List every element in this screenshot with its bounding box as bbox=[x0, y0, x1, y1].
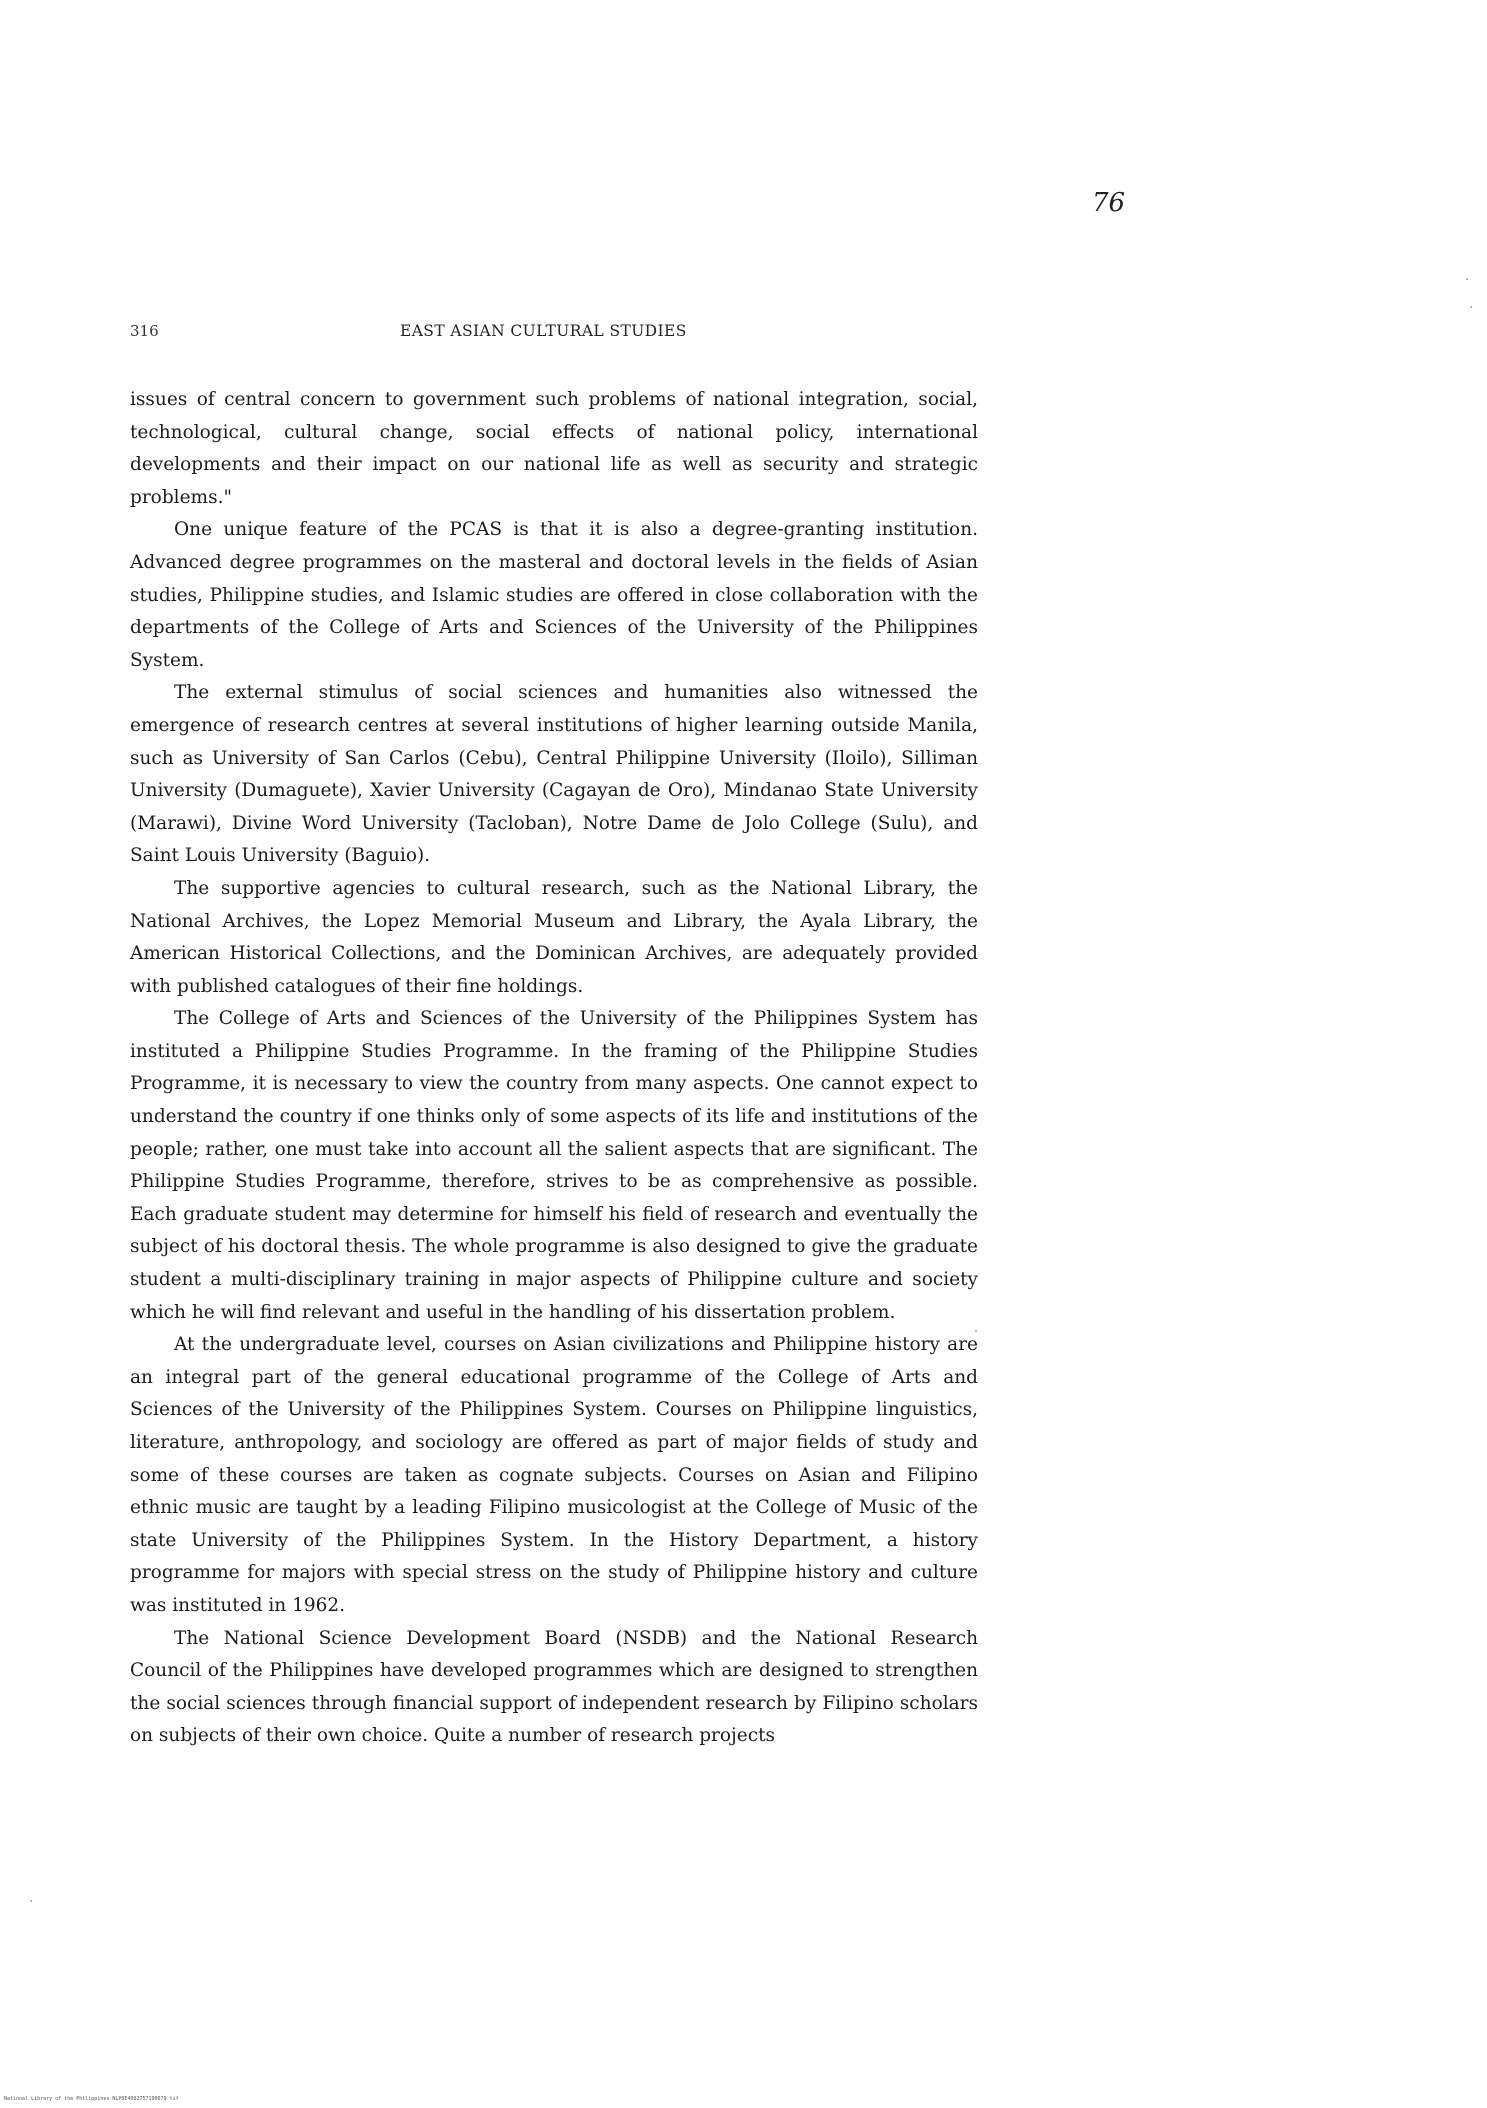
journal-title: EAST ASIAN CULTURAL STUDIES bbox=[400, 322, 687, 340]
scan-speck bbox=[30, 1900, 32, 1902]
folio-number: 316 bbox=[130, 322, 159, 340]
paragraph-pcas-degree: One unique feature of the PCAS is that it is also a degree-granting institution. Advanced degree programmes on the masteral and doctoral levels in the fields of Asian studies, Philippine studies, and Islamic studies are offered in close collaboration with the departments of the College of Arts and Sciences of the University of the Philippines System. bbox=[130, 519, 978, 671]
scan-speck bbox=[975, 1330, 977, 1332]
body-text bbox=[130, 384, 978, 1753]
paragraph-undergraduate-level: At the undergraduate level, courses on Asian civilizations and Philippine history are an integral part of the general educational programme of the College of Arts and Sciences of the University of the Philippines System. Courses on Philippine linguistics, literature, anthropology, and sociology are offered as part of major fields of study and some of these courses are taken as cognate subjects. Courses on Asian and Filipino ethnic music are taught by a leading Filipino musicologist at the College of Music of the state University of the Philippines System. In the History Department, a history programme for majors with special stress on the study of Philippine history and culture was instituted in 1962. bbox=[130, 1334, 978, 1616]
paragraph-research-centres: The external stimulus of social sciences and humanities also witnessed the emergence of research centres at several institutions of higher learning outside Manila, such as University of San Carlos (Cebu), Central Philippine University (Iloilo), Silliman University (Dumaguete), Xavier University (Cagayan de Oro), Mindanao State University (Marawi), Divine Word University (Tacloban), Notre Dame de Jolo College (Sulu), and Saint Louis University (Baguio). bbox=[130, 682, 978, 867]
paragraph-philippine-studies-programme: The College of Arts and Sciences of the University of the Philippines System has instituted a Philippine Studies Programme. In the framing of the Philippine Studies Programme, it is necessary to view the country from many aspects. One cannot expect to understand the country if one thinks only of some aspects of its life and institutions of the people; rather, one must take into account all the salient aspects that are significant. The Philippine Studies Programme, therefore, strives to be as comprehensive as possible. Each graduate student may determine for himself his field of research and eventually the subject of his doctoral thesis. The whole programme is also designed to give the graduate student a multi-disciplinary training in major aspects of Philippine culture and society which he will find relevant and useful in the handling of his dissertation problem. bbox=[130, 1008, 978, 1323]
scan-speck bbox=[1466, 278, 1468, 280]
scan-stamp: National Library of the Philippines NLP0E4002757190079 tif bbox=[4, 2096, 179, 2102]
paragraph-continuation: issues of central concern to government such problems of national integration, social, technological, cultural change, social effects of national policy, international developments and their impact on our national life as well as security and strategic problems." bbox=[130, 389, 978, 508]
paragraph-nsdb: The National Science Development Board (NSDB) and the National Research Council of the Philippines have developed programmes which are designed to strengthen the social sciences through financial support of independent research by Filipino scholars on subjects of their own choice. Quite a number of research projects bbox=[130, 1627, 978, 1747]
running-head bbox=[130, 322, 980, 352]
page-number-stamp: 76 bbox=[1092, 188, 1126, 218]
paragraph-supportive-agencies: The supportive agencies to cultural research, such as the National Library, the National Archives, the Lopez Memorial Museum and Library, the Ayala Library, the American Historical Collections, and the Dominican Archives, are adequately provided with published catalogues of their fine holdings. bbox=[130, 877, 978, 997]
scan-speck bbox=[1470, 306, 1472, 308]
